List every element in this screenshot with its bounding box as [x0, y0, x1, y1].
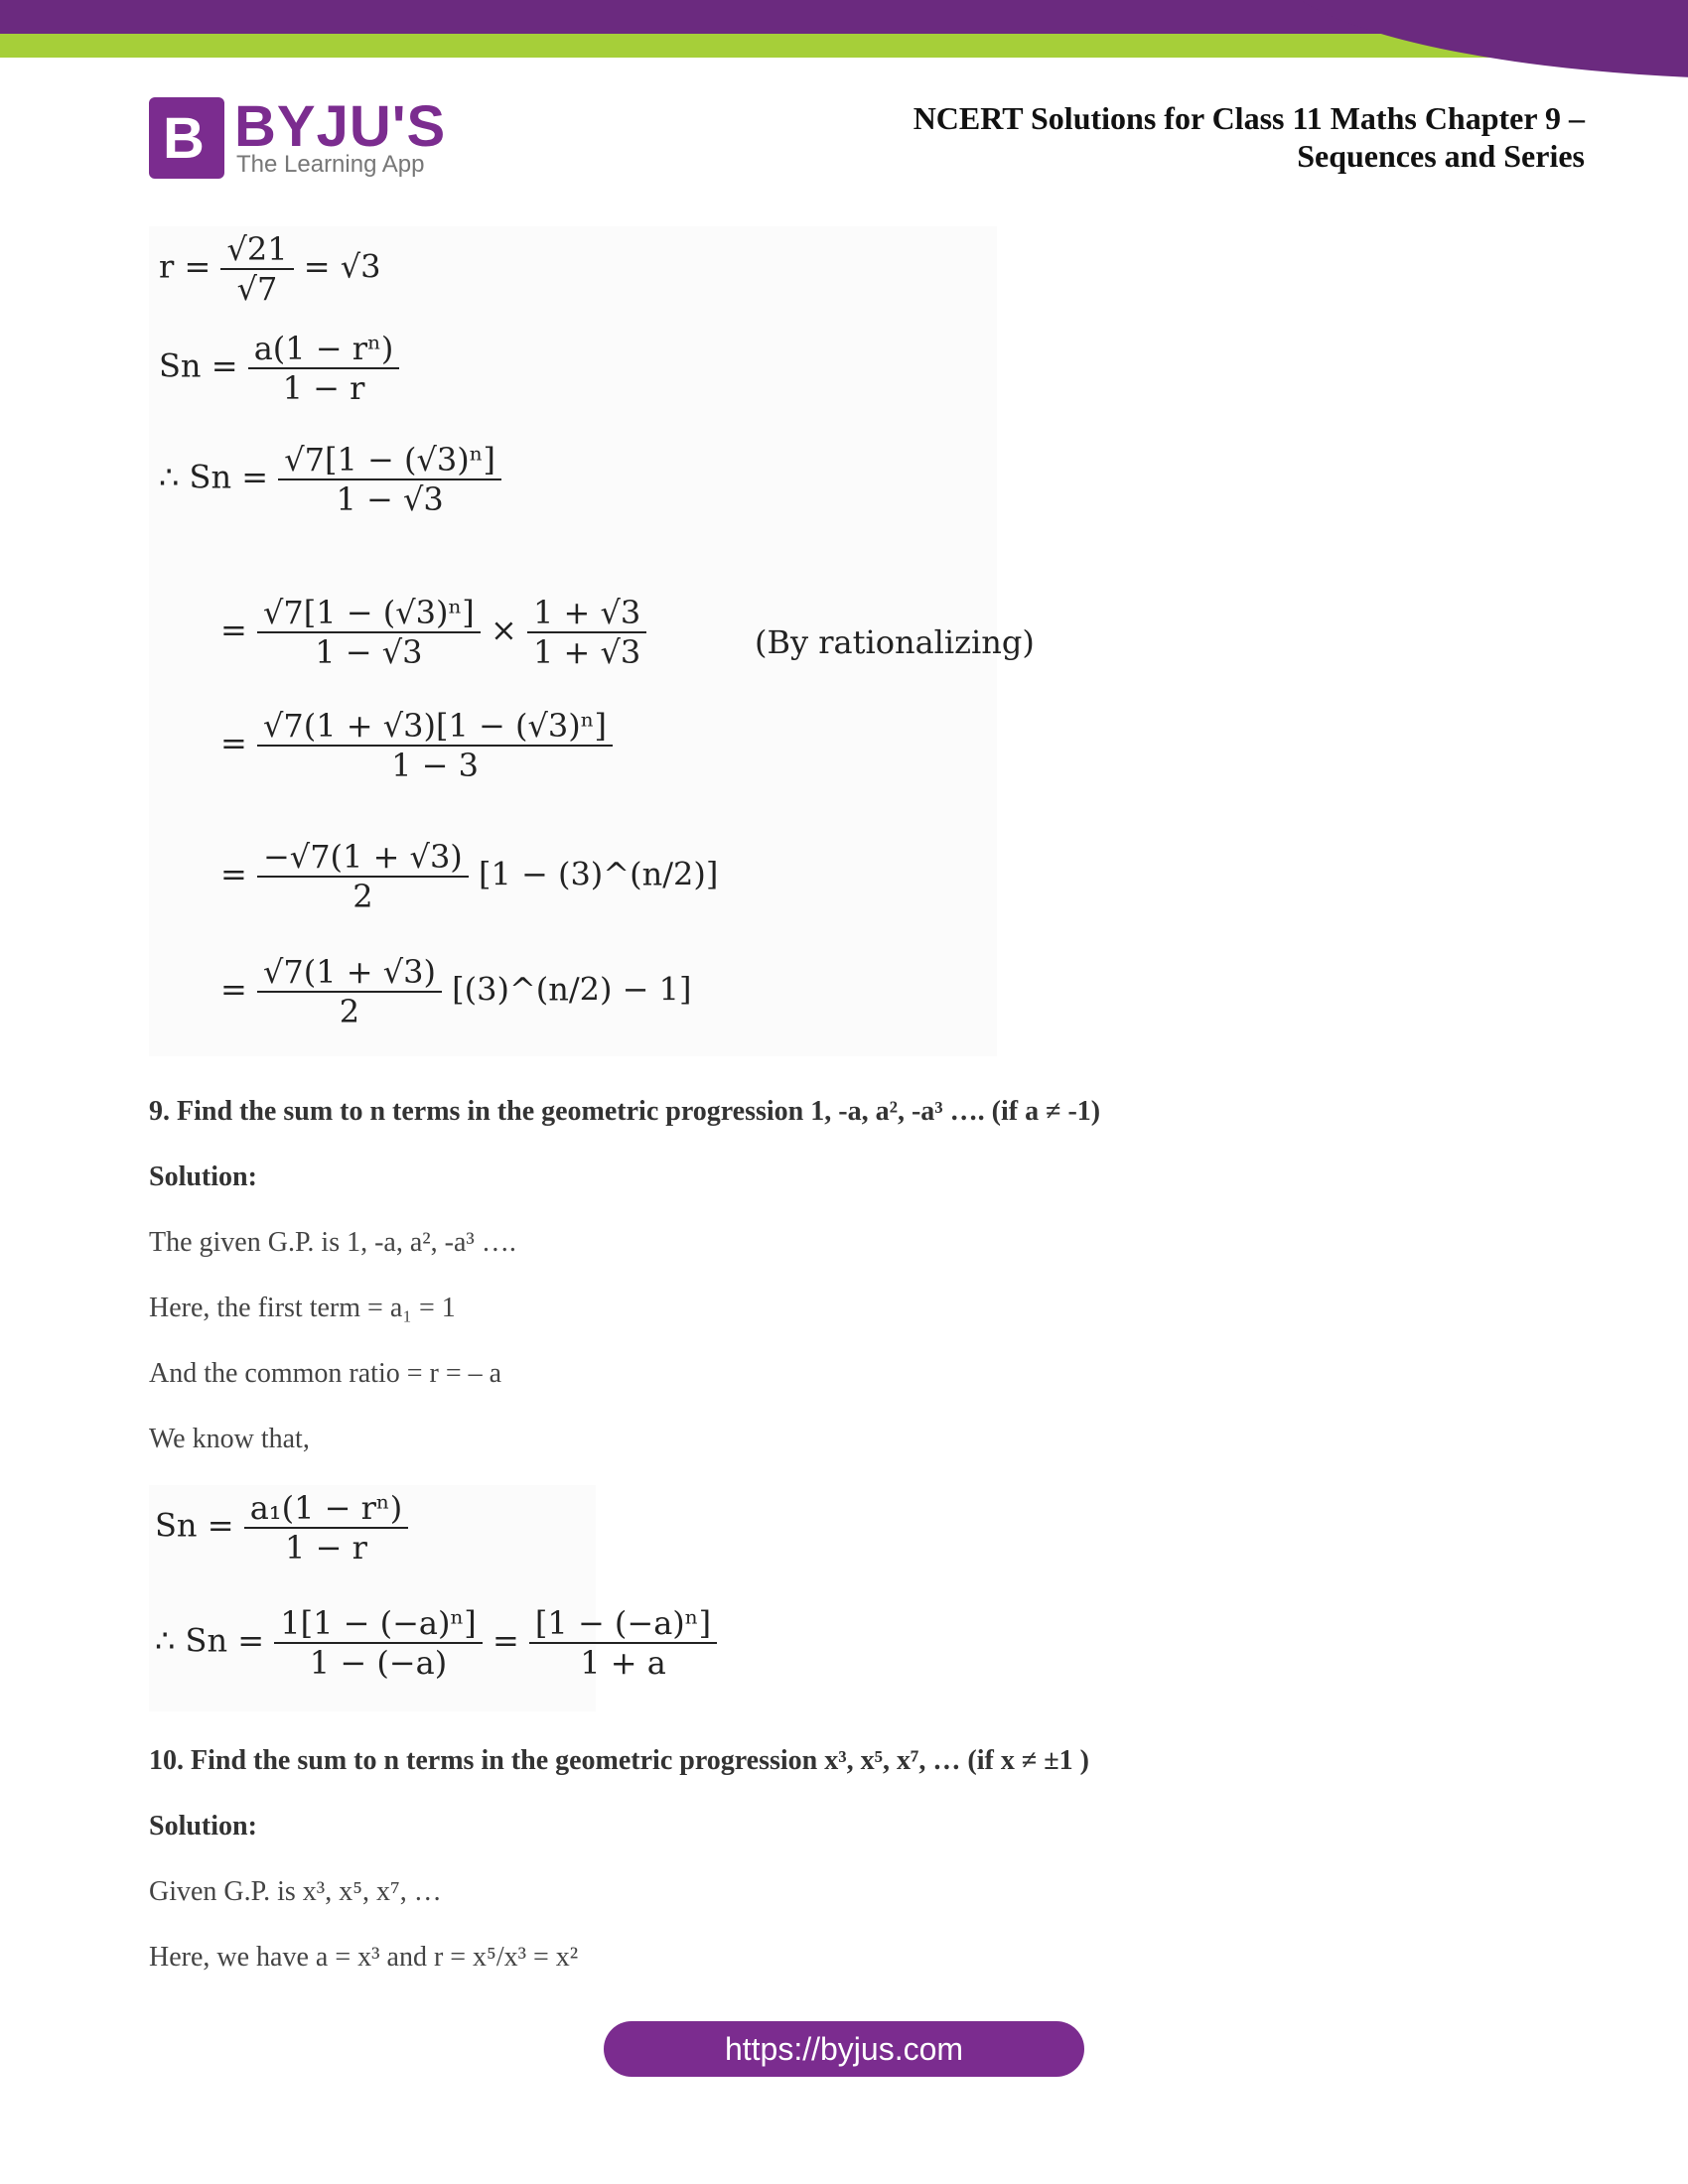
math1-sn-formula	[159, 330, 399, 407]
fraction-den: 1 − √3	[315, 633, 423, 671]
fraction	[529, 1604, 717, 1682]
fraction-num: 1[1 − (−a)ⁿ]	[274, 1604, 483, 1644]
math2-step	[155, 1604, 717, 1682]
q9-line1: The given G.P. is 1, -a, a², -a³ ….	[149, 1227, 516, 1258]
rationalizing-note: (By rationalizing)	[755, 623, 1035, 661]
logo-brand: BYJU'S	[234, 94, 447, 159]
fraction	[257, 707, 613, 784]
math-text: =	[220, 611, 247, 649]
solution-label-10: Solution:	[149, 1811, 257, 1842]
math-text: r =	[159, 247, 211, 286]
q9-line3: And the common ratio = r = – a	[149, 1358, 502, 1389]
logo-tagline: The Learning App	[236, 151, 425, 178]
page-title-line1: NCERT Solutions for Class 11 Maths Chapter 9 –	[913, 100, 1585, 136]
fraction-den: 1 + a	[580, 1644, 666, 1682]
question-10: 10. Find the sum to n terms in the geometric progression x³, x⁵, x⁷, … (if x ≠ ±1 )	[149, 1745, 1089, 1776]
byjus-logo[interactable]	[149, 94, 447, 179]
math-text: ∴ Sn =	[155, 1621, 265, 1660]
fraction-den: 1 − (−a)	[309, 1644, 448, 1682]
fraction-den: 1 − √3	[336, 480, 444, 518]
fraction-den: 1 − 3	[391, 747, 479, 784]
fraction-den: 1 − r	[285, 1529, 367, 1567]
fraction	[257, 594, 481, 671]
math-text: =	[220, 855, 247, 893]
fraction	[274, 1604, 483, 1682]
fraction	[278, 441, 501, 518]
q10-line2: Here, we have a = x³ and r = x⁵/x³ = x²	[149, 1942, 579, 1973]
math-text: ∴ Sn =	[159, 458, 269, 496]
fraction-num: 1 + √3	[527, 594, 646, 633]
math-text: Sn =	[155, 1506, 234, 1545]
math-text: [(3)^(n/2) − 1]	[452, 970, 692, 1009]
page-title-line2: Sequences and Series	[1297, 138, 1585, 174]
logo-letter: B	[163, 106, 205, 171]
fraction-den: 1 + √3	[532, 633, 641, 671]
math1-step3	[220, 707, 613, 784]
math-text: Sn =	[159, 346, 238, 385]
fraction	[257, 838, 469, 915]
q10-line1: Given G.P. is x³, x⁵, x⁷, …	[149, 1876, 442, 1907]
fraction-num: √7(1 + √3)[1 − (√3)ⁿ]	[257, 707, 613, 747]
fraction-num: a(1 − rⁿ)	[248, 330, 400, 369]
fraction-num: a₁(1 − rⁿ)	[244, 1489, 409, 1529]
fraction-den: 2	[352, 878, 373, 915]
logo-box	[149, 97, 224, 179]
math-text: ×	[490, 611, 517, 649]
math-text: [1 − (3)^(n/2)]	[478, 855, 719, 893]
math1-step1	[159, 441, 501, 518]
fraction	[244, 1489, 409, 1567]
fraction-den: 2	[339, 993, 360, 1030]
fraction	[248, 330, 400, 407]
fraction	[257, 953, 442, 1030]
page-title	[914, 99, 1585, 175]
math-text: =	[220, 970, 247, 1009]
question-9: 9. Find the sum to n terms in the geometric progression 1, -a, a², -a³ …. (if a ≠ -1)	[149, 1096, 1101, 1127]
fraction-den: 1 − r	[282, 369, 365, 407]
fraction-num: √7(1 + √3)	[257, 953, 442, 993]
q9-line2: Here, the first term = a₁ = 1	[149, 1293, 456, 1323]
math1-r-equation	[159, 230, 380, 308]
fraction-den: √7	[236, 270, 278, 308]
math-text: = √3	[303, 247, 381, 286]
fraction-num: √21	[220, 230, 293, 270]
math2-sn-formula	[155, 1489, 408, 1567]
fraction	[220, 230, 293, 308]
footer-url-link[interactable]: https://byjus.com	[604, 2021, 1084, 2077]
fraction-num: [1 − (−a)ⁿ]	[529, 1604, 717, 1644]
solution-label-9: Solution:	[149, 1161, 257, 1192]
math1-step4	[220, 838, 718, 915]
math-text: =	[492, 1621, 519, 1660]
fraction-num: √7[1 − (√3)ⁿ]	[257, 594, 481, 633]
math1-step5	[220, 953, 691, 1030]
math1-step2	[220, 594, 646, 671]
fraction	[527, 594, 646, 671]
q9-line4: We know that,	[149, 1424, 310, 1454]
fraction-num: √7[1 − (√3)ⁿ]	[278, 441, 501, 480]
fraction-num: −√7(1 + √3)	[257, 838, 469, 878]
math-text: =	[220, 724, 247, 762]
